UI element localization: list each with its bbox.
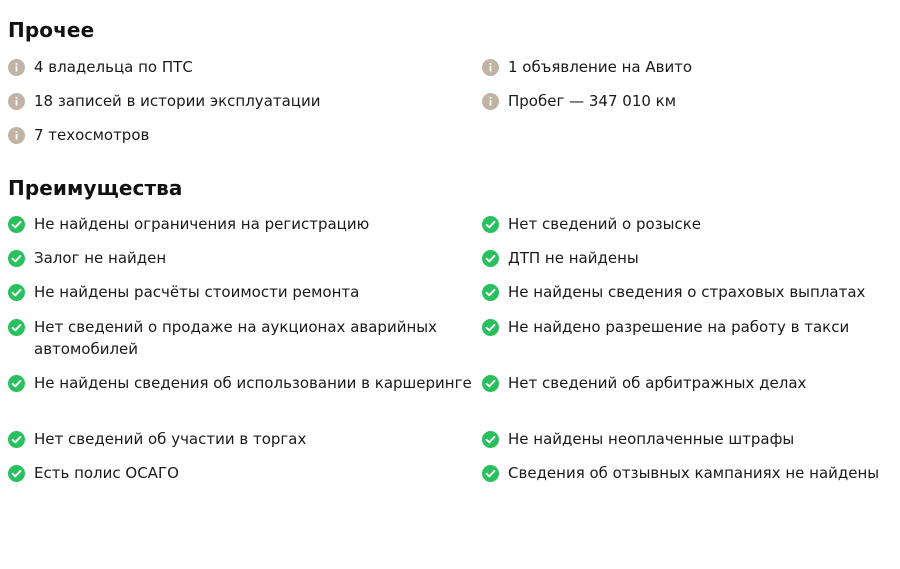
check-icon	[8, 375, 25, 392]
list-item	[8, 90, 472, 112]
list-item	[8, 462, 472, 484]
info-icon	[482, 93, 499, 110]
list-item	[8, 372, 472, 394]
check-icon	[8, 431, 25, 448]
list-item-text: ДТП не найдены	[508, 249, 639, 267]
check-icon	[482, 431, 499, 448]
check-icon	[482, 284, 499, 301]
list-item-text: Не найдены сведения о страховых выплатах	[508, 283, 866, 301]
info-icon	[8, 93, 25, 110]
list-item-text: Нет сведений о продаже на аукционах аварийных автомобилей	[34, 318, 437, 358]
check-icon	[482, 465, 499, 482]
list-item	[482, 281, 900, 303]
check-icon	[482, 375, 499, 392]
list-item	[8, 124, 472, 146]
list-item-text: Не найдены ограничения на регистрацию	[34, 215, 370, 233]
info-icon	[8, 127, 25, 144]
list-item	[8, 316, 472, 360]
list-item	[482, 428, 900, 450]
list-item	[482, 56, 900, 78]
list-item	[482, 90, 900, 112]
list-item-text: Нет сведений об арбитражных делах	[508, 374, 807, 392]
check-icon	[8, 284, 25, 301]
check-icon	[482, 250, 499, 267]
check-icon	[8, 216, 25, 233]
list-item-text: Не найдены неоплаченные штрафы	[508, 430, 795, 448]
list-item-text: 18 записей в истории эксплуатации	[34, 92, 321, 110]
list-item	[482, 462, 900, 484]
list-item-text: Залог не найден	[34, 249, 167, 267]
info-icon	[482, 59, 499, 76]
section-title-other: Прочее	[8, 18, 95, 42]
list-item-text: 1 объявление на Авито	[508, 58, 693, 76]
list-item-text: Не найдено разрешение на работу в такси	[508, 318, 850, 336]
info-icon	[8, 59, 25, 76]
check-icon	[8, 319, 25, 336]
list-item	[482, 213, 900, 235]
list-item	[8, 428, 472, 450]
list-item-text: Не найдены расчёты стоимости ремонта	[34, 283, 360, 301]
list-item-text: 4 владельца по ПТС	[34, 58, 193, 76]
list-item-text: Нет сведений о розыске	[508, 215, 702, 233]
list-item-text: Не найдены сведения об использовании в каршеринге	[34, 374, 472, 392]
list-item	[8, 213, 472, 235]
check-icon	[482, 319, 499, 336]
check-icon	[482, 216, 499, 233]
list-item	[8, 281, 472, 303]
list-item	[8, 56, 472, 78]
list-item	[482, 372, 900, 394]
list-item-text: 7 техосмотров	[34, 126, 150, 144]
list-item-text: Сведения об отзывных кампаниях не найдены	[508, 464, 880, 482]
list-item	[482, 247, 900, 269]
check-icon	[8, 250, 25, 267]
list-item-text: Нет сведений об участии в торгах	[34, 430, 307, 448]
check-icon	[8, 465, 25, 482]
list-item-text: Пробег — 347 010 км	[508, 92, 677, 110]
section-title-advantages: Преимущества	[8, 176, 183, 200]
list-item	[482, 316, 900, 338]
list-item	[8, 247, 472, 269]
list-item-text: Есть полис ОСАГО	[34, 464, 179, 482]
